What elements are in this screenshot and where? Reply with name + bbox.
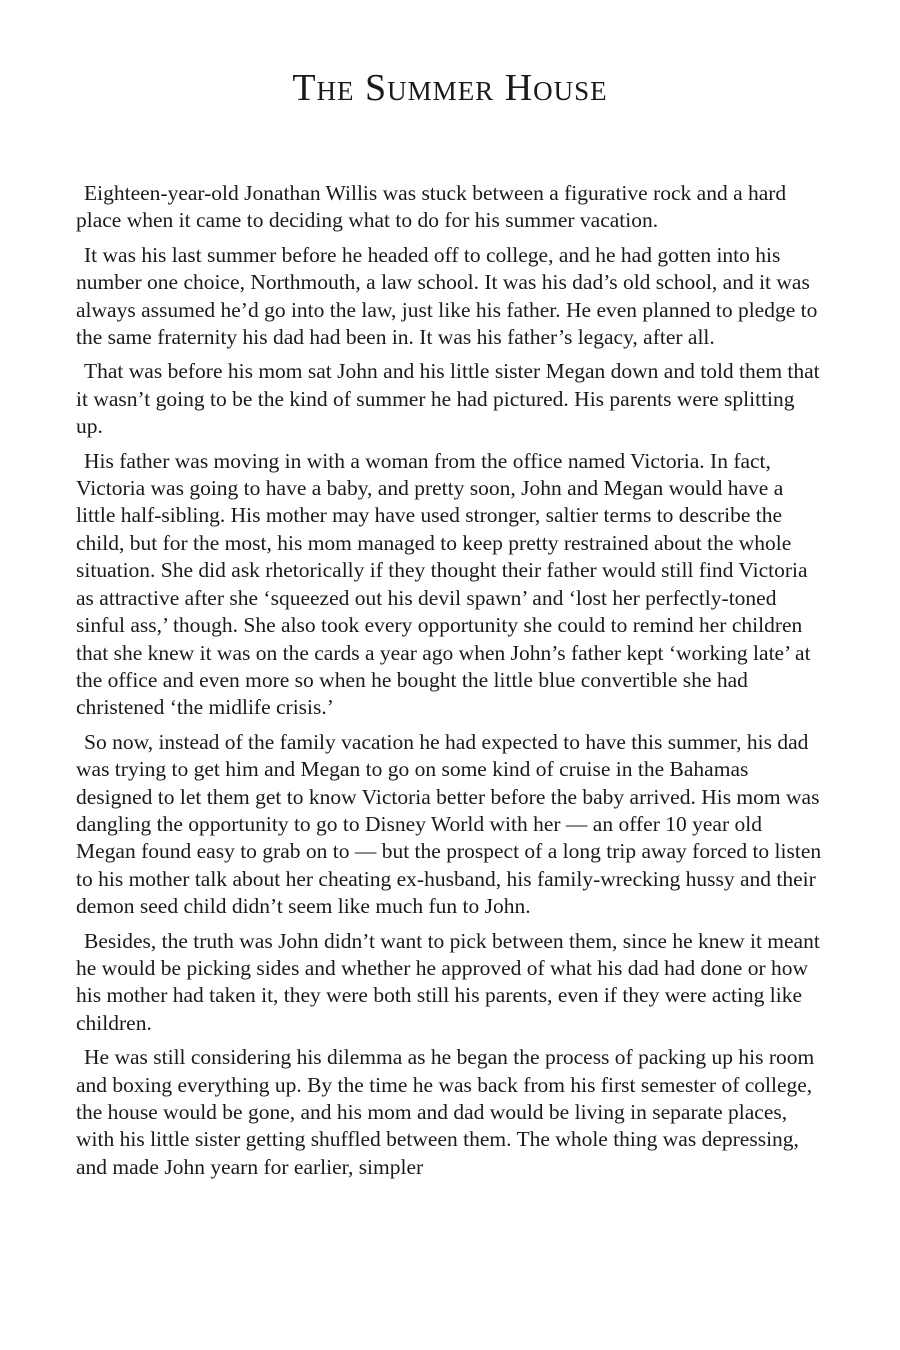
chapter-body xyxy=(76,180,826,1188)
paragraph: That was before his mom sat John and his little sister Megan down and told them that it wasn’t going to be the kind of summer he had pictured. His parents were splitting up. xyxy=(76,359,820,439)
paragraph: Eighteen-year-old Jonathan Willis was stuck between a figurative rock and a hard place when it came to deciding what to do for his summer vacation. xyxy=(76,181,787,233)
paragraph: His father was moving in with a woman from the office named Victoria. In fact, Victoria was going to have a baby, and pretty soon, John and Megan would have a little half-sibling. His mother may have used stronger, saltier terms to describe the child, but for the most, his mom managed to keep pretty restrained about the whole situation. She did ask rhetorically if they thought their father would still find Victoria as attractive after she ‘squeezed out his devil spawn’ and ‘lost her perfectly-toned sinful ass,’ though. She also took every opportunity she could to remind her children that she knew it was on the cards a year ago when John’s father kept ‘working late’ at the office and even more so when he bought the little blue convertible she had christened ‘the midlife crisis.’ xyxy=(76,448,811,720)
paragraph: He was still considering his dilemma as he began the process of packing up his room and boxing everything up. By the time he was back from his first semester of college, the house would be gone, and his mom and dad would be living in separate places, with his little sister getting shuffled between them. The whole thing was depressing, and made John yearn for earlier, simpler xyxy=(76,1045,815,1179)
chapter-title: The Summer House xyxy=(292,67,608,109)
paragraph: Besides, the truth was John didn’t want to pick between them, since he knew it meant he would be picking sides and whether he approved of what his dad had done or how his mother had taken it, they were both still his parents, even if they were acting like children. xyxy=(76,928,820,1035)
paragraph: So now, instead of the family vacation he had expected to have this summer, his dad was trying to get him and Megan to go on some kind of cruise in the Bahamas designed to let them get to know Victoria better before the baby arrived. His mom was dangling the opportunity to go to Disney World with her — an offer 10 year old Megan found easy to grab on to — but the prospect of a long trip away forced to listen to his mother talk about her cheating ex-husband, his family-wrecking hussy and their demon seed child didn’t seem like much fun to John. xyxy=(76,729,822,919)
paragraph: It was his last summer before he headed off to college, and he had gotten into his number one choice, Northmouth, a law school. It was his dad’s old school, and it was always assumed he’d go into the law, just like his father. He even planned to pledge to the same fraternity his dad had been in. It was his father’s legacy, after all. xyxy=(76,242,818,350)
